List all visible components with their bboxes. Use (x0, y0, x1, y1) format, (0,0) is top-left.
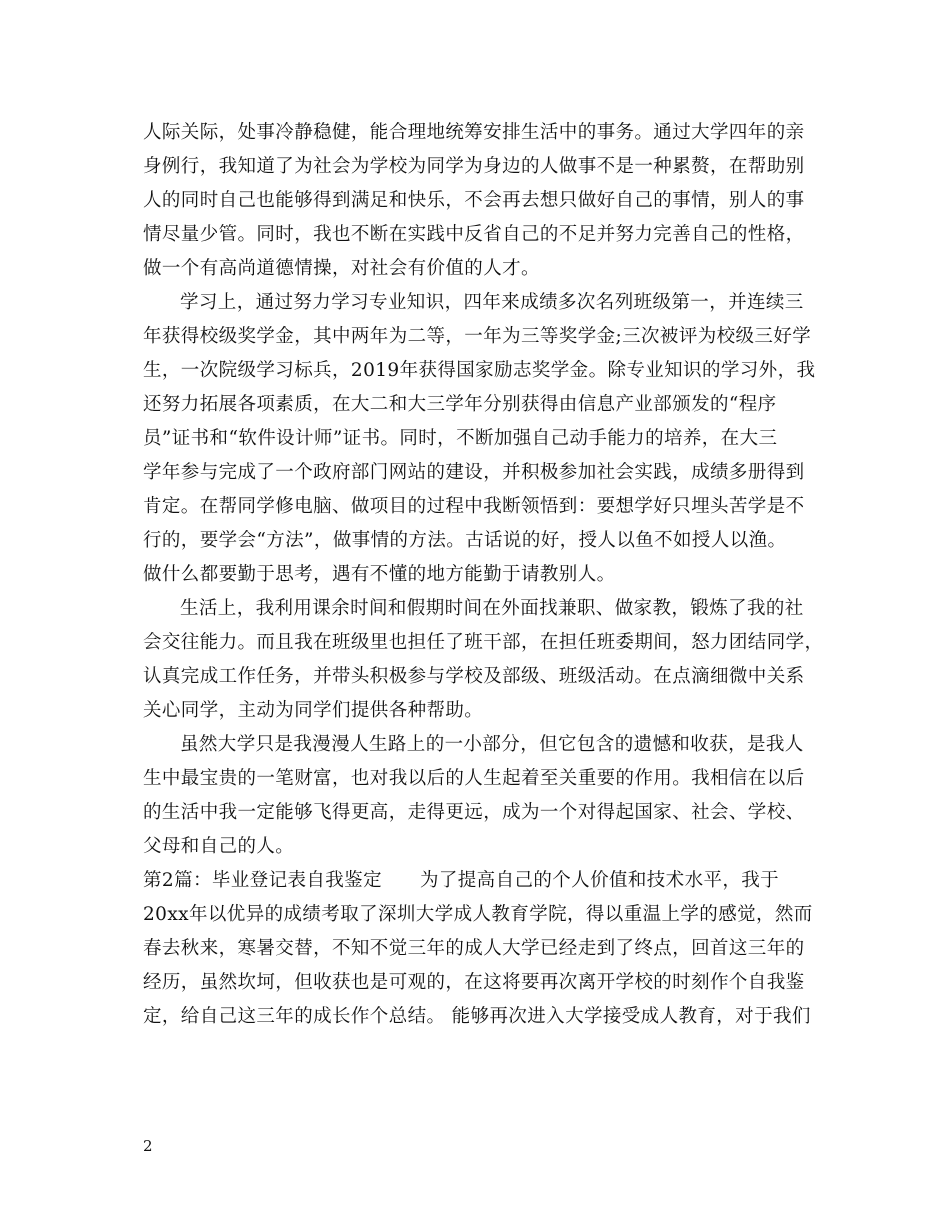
paragraph-line: 还努力拓展各项素质，在大二和大三学年分别获得由信息产业部颁发的“程序 (143, 394, 777, 415)
paragraph-line: 人的同时自己也能够得到满足和快乐，不会再去想只做好自己的事情，别人的事 (143, 190, 805, 211)
paragraph-line: 生，一次院级学习标兵，2019年获得国家励志奖学金。除专业知识的学习外，我 (143, 360, 816, 381)
document-body (143, 116, 824, 1034)
paragraph-line: 年获得校级奖学金，其中两年为二等，一年为三等奖学金;三次被评为校级三好学 (143, 326, 812, 347)
paragraph-line: 会交往能力。而且我在班级里也担任了班干部，在担任班委期间，怒力团结同学， (143, 632, 824, 653)
paragraph-line: 定，给自己这三年的成长作个总结。 能够再次进入大学接受成人教育，对于我们 (143, 1006, 811, 1027)
paragraph-line: 春去秋来，寒暑交替，不知不觉三年的成人大学已经走到了终点，回首这三年的 (143, 938, 805, 959)
paragraph-line: 行的，要学会“方法”，做事情的方法。古话说的好，授人以鱼不如授人以渔。 (143, 530, 787, 551)
paragraph-line: 父母和自己的人。 (143, 836, 295, 857)
paragraph-line: 做一个有高尚道德情操，对社会有价值的人才。 (143, 258, 540, 279)
paragraph-line: 人际关际，处事冷静稳健，能合理地统筹安排生活中的事务。通过大学四年的亲 (143, 122, 805, 143)
section-heading: 第2篇：毕业登记表自我鉴定 (143, 870, 382, 891)
paragraph-line: 肯定。在帮同学修电脑、做项目的过程中我断领悟到：要想学好只埋头苦学是不 (143, 496, 805, 517)
paragraph-line: 生中最宝贵的一笔财富，也对我以后的人生起着至关重要的作用。我相信在以后 (143, 768, 805, 789)
paragraph-line: 关心同学，主动为同学们提供各种帮助。 (143, 700, 484, 721)
paragraph-line: 的生活中我一定能够飞得更高，走得更远，成为一个对得起国家、社会、学校、 (143, 802, 805, 823)
paragraph-line: 虽然大学只是我漫漫人生路上的一小部分，但它包含的遗憾和收获，是我人 (180, 734, 804, 755)
section-heading-line (143, 864, 811, 898)
paragraph-line: 做什么都要勤于思考，遇有不懂的地方能勤于请教别人。 (143, 564, 616, 585)
paragraph-line: 认真完成工作任务，并带头积极参与学校及部级、班级活动。在点滴细微中关系 (143, 666, 805, 687)
paragraph-line: 员”证书和“软件设计师”证书。同时，不断加强自己动手能力的培养，在大三 (143, 428, 778, 449)
paragraph-line: 身例行，我知道了为社会为学校为同学为身边的人做事不是一种累赘，在帮助别 (143, 156, 805, 177)
paragraph-line: 学年参与完成了一个政府部门网站的建设，并积极参加社会实践，成绩多册得到 (143, 462, 805, 483)
paragraph-line: 学习上，通过努力学习专业知识，四年来成绩多次名列班级第一，并连续三 (180, 292, 804, 313)
paragraph-line: 为了提高自己的个人价值和技术水平，我于 (419, 870, 780, 891)
paragraph-line: 情尽量少管。同时，我也不断在实践中反省自己的不足并努力完善自己的性格， (143, 224, 805, 245)
page-number: 2 (143, 1137, 153, 1155)
paragraph-line: 20xx年以优异的成绩考取了深圳大学成人教育学院，得以重温上学的感觉，然而 (143, 904, 813, 925)
paragraph-line: 生活上，我利用课余时间和假期时间在外面找兼职、做家教，锻炼了我的社 (180, 598, 804, 619)
paragraph-line: 经历，虽然坎坷，但收获也是可观的，在这将要再次离开学校的时刻作个自我鉴 (143, 972, 805, 993)
